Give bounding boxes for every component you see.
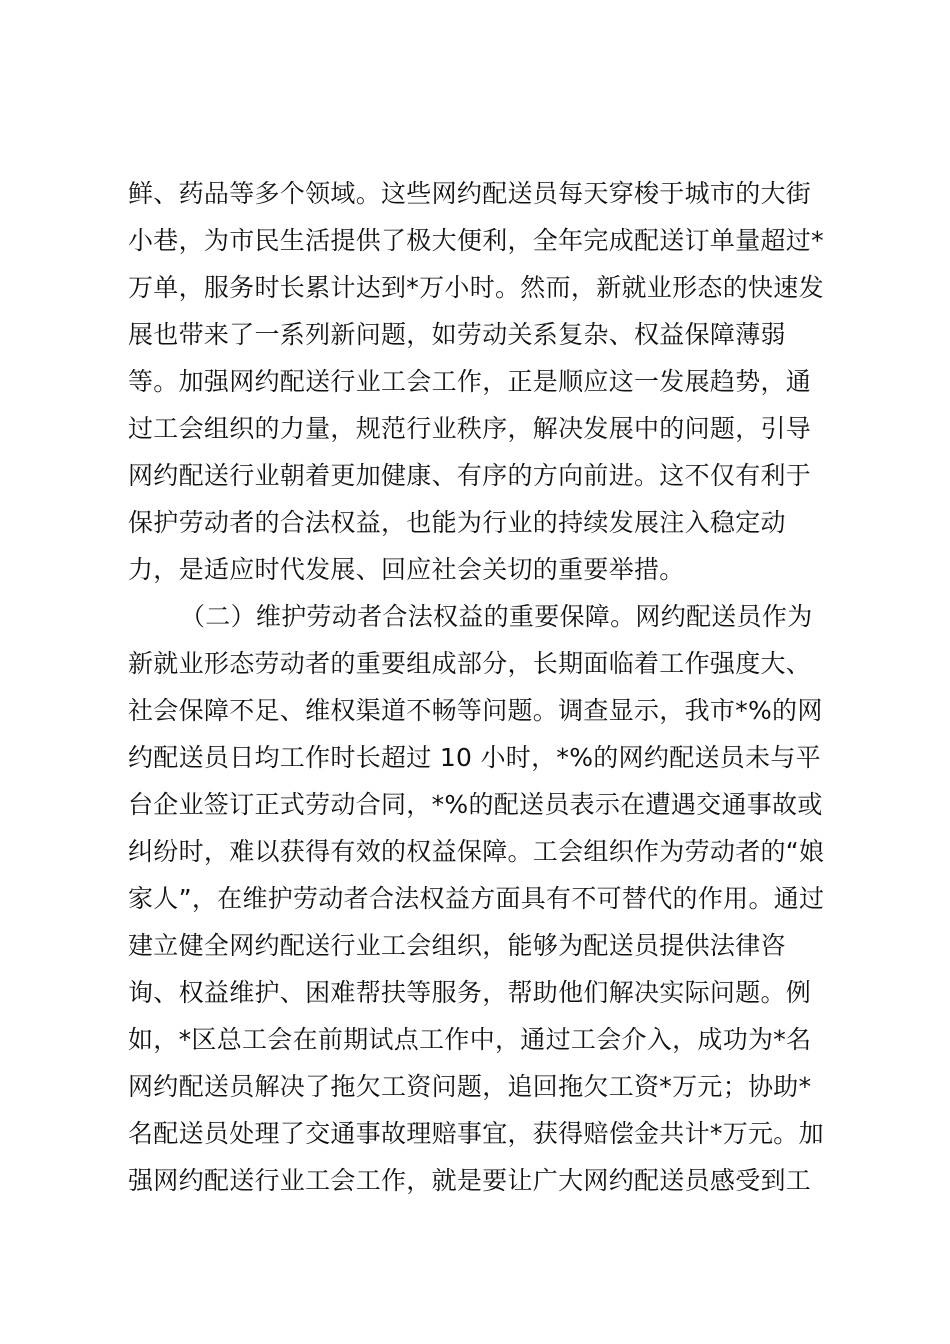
text-line: 建立健全网约配送行业工会组织，能够为配送员提供法律咨 <box>128 931 786 960</box>
text-line: 网约配送行业朝着更加健康、有序的方向前进。这不仅有利于 <box>128 461 812 490</box>
text-line: 约配送员日均工作时长超过 10 小时，*%的网约配送员未与平 <box>128 743 821 772</box>
text-line: 小巷，为市民生活提供了极大便利，全年完成配送订单量超过* <box>128 226 824 255</box>
text-line: 社会保障不足、维权渠道不畅等问题。调查显示，我市*%的网 <box>128 696 823 725</box>
body-text <box>128 170 834 1204</box>
text-line: 展也带来了一系列新问题，如劳动关系复杂、权益保障薄弱 <box>128 320 786 349</box>
text-line: 鲜、药品等多个领域。这些网约配送员每天穿梭于城市的大街 <box>128 179 812 208</box>
text-line: 保护劳动者的合法权益，也能为行业的持续发展注入稳定动 <box>128 508 786 537</box>
text-line: 家人”，在维护劳动者合法权益方面具有不可替代的作用。通过 <box>128 884 825 913</box>
text-line: 台企业签订正式劳动合同，*%的配送员表示在遭遇交通事故或 <box>128 790 823 819</box>
text-line: 过工会组织的力量，规范行业秩序，解决发展中的问题，引导 <box>128 414 812 443</box>
text-line: 如，*区总工会在前期试点工作中，通过工会介入，成功为*名 <box>128 1025 812 1054</box>
text-line: 万单，服务时长累计达到*万小时。然而，新就业形态的快速发 <box>128 273 824 302</box>
text-line: 名配送员处理了交通事故理赔事宜，获得赔偿金共计*万元。加 <box>128 1119 824 1148</box>
text-line: 网约配送员解决了拖欠工资问题，追回拖欠工资*万元；协助* <box>128 1072 812 1101</box>
text-line: 强网约配送行业工会工作，就是要让广大网约配送员感受到工 <box>128 1166 812 1195</box>
text-line: 纠纷时，难以获得有效的权益保障。工会组织作为劳动者的“娘 <box>128 837 825 866</box>
text-line: 询、权益维护、困难帮扶等服务，帮助他们解决实际问题。例 <box>128 978 812 1007</box>
section-heading-line: （二）维护劳动者合法权益的重要保障。网约配送员作为 <box>180 602 813 631</box>
text-line: 等。加强网约配送行业工会工作，正是顺应这一发展趋势，通 <box>128 367 812 396</box>
text-line: 力，是适应时代发展、回应社会关切的重要举措。 <box>128 555 685 584</box>
text-line: 新就业形态劳动者的重要组成部分，长期面临着工作强度大、 <box>128 649 812 678</box>
